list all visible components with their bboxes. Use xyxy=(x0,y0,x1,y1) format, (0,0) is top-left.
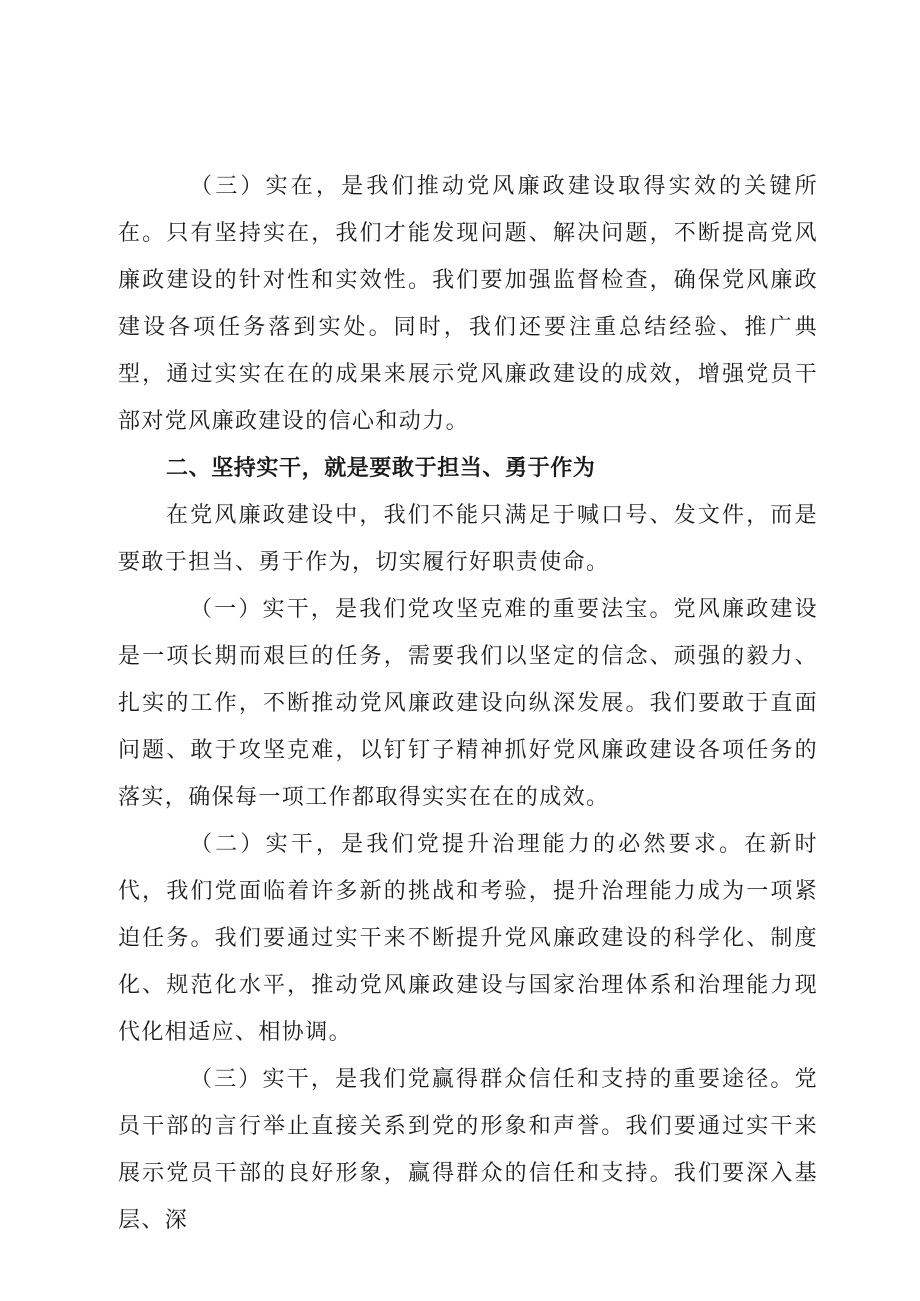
document-body xyxy=(118,163,818,1244)
paragraph-section-intro: 在党风廉政建设中，我们不能只满足于喊口号、发文件，而是要敢于担当、勇于作为，切实履行好职责使命。 xyxy=(118,503,818,575)
paragraph-shizai-3: （三）实在，是我们推动党风廉政建设取得实效的关键所在。只有坚持实在，我们才能发现问题、解决问题，不断提高党风廉政建设的针对性和实效性。我们要加强监督检查，确保党风廉政建设各项任务落到实处。同时，我们还要注重总结经验、推广典型，通过实实在在的成果来展示党风廉政建设的成效，增强党员干部对党风廉政建设的信心和动力。 xyxy=(118,174,818,434)
paragraph-shigan-2: （二）实干，是我们党提升治理能力的必然要求。在新时代，我们党面临着许多新的挑战和考验，提升治理能力成为一项紧迫任务。我们要通过实干来不断提升党风廉政建设的科学化、制度化、规范化水平，推动党风廉政建设与国家治理体系和治理能力现代化相适应、相协调。 xyxy=(118,832,818,1045)
paragraph-shigan-3: （三）实干，是我们党赢得群众信任和支持的重要途径。党员干部的言行举止直接关系到党的形象和声誉。我们要通过实干来展示党员干部的良好形象，赢得群众的信任和支持。我们要深入基层、深 xyxy=(118,1067,818,1233)
section-heading-2: 二、坚持实干，就是要敢于担当、勇于作为 xyxy=(166,456,596,481)
paragraph-shigan-1: （一）实干，是我们党攻坚克难的重要法宝。党风廉政建设是一项长期而艰巨的任务，需要我们以坚定的信念、顽强的毅力、扎实的工作，不断推动党风廉政建设向纵深发展。我们要敢于直面问题、敢于攻坚克难，以钉钉子精神抓好党风廉政建设各项任务的落实，确保每一项工作都取得实实在在的成效。 xyxy=(118,597,818,810)
